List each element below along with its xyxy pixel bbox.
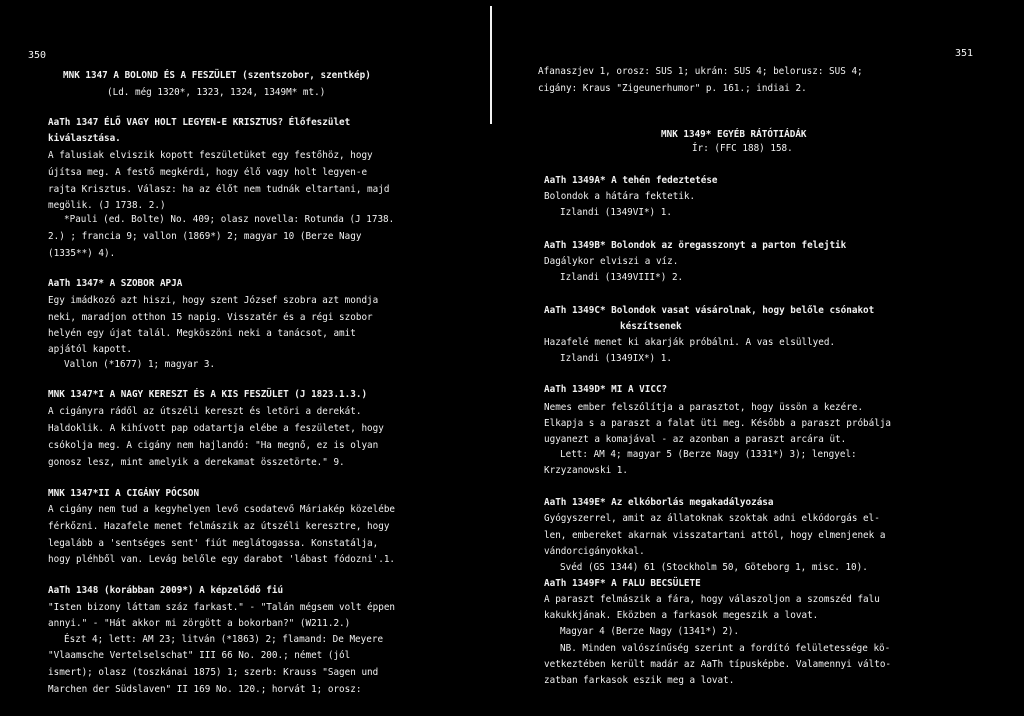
text-line: csókolja meg. A cigány nem hajlandó: "Ha megnő, ez is olyan <box>48 440 379 451</box>
text-line: Svéd (GS 1344) 61 (Stockholm 50, Göteborg 1, misc. 10). <box>560 562 868 573</box>
text-line: zatban farkasok eszik meg a lovat. <box>544 675 735 686</box>
text-line: ismert); olasz (toszkánai 1875) 1; szerb: Krauss "Sagen und <box>48 667 379 678</box>
section-heading: készítsenek <box>620 321 682 332</box>
text-line: "Isten bizony láttam száz farkast." - "Talán mégsem volt éppen <box>48 602 396 613</box>
text-line: Ír: (FFC 188) 158. <box>692 143 793 154</box>
section-heading: AaTh 1349F* A FALU BECSÜLETE <box>544 578 701 589</box>
section-heading: MNK 1347 A BOLOND ÉS A FESZÜLET (szentszobor, szentkép) <box>63 70 371 81</box>
text-line: neki, maradjon otthon 15 napig. Visszatér és a régi szobor <box>48 312 373 323</box>
text-line: vándorcigányokkal. <box>544 546 645 557</box>
text-line: rajta Krisztus. Válasz: ha az élőt nem tudnák eltartani, majd <box>48 184 390 195</box>
text-line: (Ld. még 1320*, 1323, 1324, 1349M* mt.) <box>107 87 326 98</box>
text-line: helyén egy újat talál. Megköszöni neki a tanácsot, amit <box>48 328 356 339</box>
text-line: ugyanezt a komajával - az azonban a paraszt arcára üt. <box>544 434 847 445</box>
text-line: Elkapja s a paraszt a falat üti meg. Később a paraszt próbálja <box>544 418 892 429</box>
text-line: hogy pléhből van. Levág belőle egy darabot 'lábast fódozni'.1. <box>48 554 396 565</box>
section-heading: AaTh 1349E* Az elkóborlás megakadályozása <box>544 497 774 508</box>
section-heading: MNK 1347*I A NAGY KERESZT ÉS A KIS FESZÜLET (J 1823.1.3.) <box>48 389 368 400</box>
text-line: Észt 4; lett: AM 23; litván (*1863) 2; flamand: De Meyere <box>64 634 384 645</box>
text-line: Hazafelé menet ki akarják próbálni. A vas elsüllyed. <box>544 337 836 348</box>
section-heading: AaTh 1349C* Bolondok vasat vásárolnak, hogy belőle csónakot <box>544 305 875 316</box>
text-line: legalább a 'sentséges sent' fiút meglátogassa. Konstatálja, <box>48 538 379 549</box>
text-line: újítsa meg. A festő megkérdi, hogy élő vagy holt legyen-e <box>48 167 368 178</box>
text-line: 2.) ; francia 9; vallon (1869*) 2; magyar 10 (Berze Nagy <box>48 231 362 242</box>
section-heading: AaTh 1349B* Bolondok az öregasszonyt a parton felejtik <box>544 240 847 251</box>
page-number: 350 <box>28 50 47 61</box>
text-line: Nemes ember felszólítja a parasztot, hogy üssön a kezére. <box>544 402 864 413</box>
text-line: Magyar 4 (Berze Nagy (1341*) 2). <box>560 626 740 637</box>
text-line: Bolondok a hátára fektetik. <box>544 191 696 202</box>
text-line: férkőzni. Hazafele menet felmászik az útszéli keresztre, hogy <box>48 521 390 532</box>
text-line: Haldoklik. A kihívott pap odatartja elébe a feszületet, hogy <box>48 423 384 434</box>
text-line: Krzyzanowski 1. <box>544 465 628 476</box>
text-line: A paraszt felmászik a fára, hogy válaszoljon a szomszéd falu <box>544 594 880 605</box>
text-line: (1335**) 4). <box>48 248 116 259</box>
text-line: A cigányra rádől az útszéli kereszt és letöri a derekát. <box>48 406 362 417</box>
text-line: Izlandi (1349IX*) 1. <box>560 353 672 364</box>
section-heading: MNK 1349* EGYÉB RÁTÓTIÁDÁK <box>661 129 807 140</box>
section-heading: MNK 1347*II A CIGÁNY PÓCSON <box>48 488 200 499</box>
section-heading: AaTh 1349A* A tehén fedeztetése <box>544 175 718 186</box>
text-line: len, embereket akarnak visszatartani attól, hogy elmenjenek a <box>544 530 886 541</box>
text-line: Afanaszjev 1, orosz: SUS 1; ukrán: SUS 4; belorusz: SUS 4; <box>538 66 863 77</box>
section-heading: AaTh 1347 ÉLŐ VAGY HOLT LEGYEN-E KRISZTUS? Élőfeszület <box>48 117 351 128</box>
text-line: Vallon (*1677) 1; magyar 3. <box>64 359 216 370</box>
text-line: Izlandi (1349VI*) 1. <box>560 207 672 218</box>
section-heading: AaTh 1347* A SZOBOR APJA <box>48 278 183 289</box>
text-line: A cigány nem tud a kegyhelyen levő csodatevő Máriakép közelébe <box>48 504 396 515</box>
right-page <box>496 0 1024 716</box>
text-line: kakukkjának. Eközben a farkasok megeszik a lovat. <box>544 610 819 621</box>
section-heading: AaTh 1349D* MI A VICC? <box>544 384 668 395</box>
text-line: vetkeztében került madár az AaTh típusképbe. Valamennyi válto- <box>544 659 892 670</box>
text-line: gonosz lesz, mint amelyik a derekamat összetörte." 9. <box>48 457 345 468</box>
text-line: apjától kapott. <box>48 344 132 355</box>
text-line: NB. Minden valószínűség szerint a fordító felületessége kö- <box>560 643 891 654</box>
text-line: megölik. (J 1738. 2.) <box>48 200 166 211</box>
section-heading: kiválasztása. <box>48 133 121 144</box>
text-line: Marchen der Südslaven" II 169 No. 120.; horvát 1; orosz: <box>48 684 362 695</box>
text-line: Egy imádkozó azt hiszi, hogy szent József szobra azt mondja <box>48 295 379 306</box>
text-line: *Pauli (ed. Bolte) No. 409; olasz novella: Rotunda (J 1738. <box>64 214 395 225</box>
text-line: Lett: AM 4; magyar 5 (Berze Nagy (1331*) 3); lengyel: <box>560 449 857 460</box>
text-line: cigány: Kraus "Zigeunerhumor" p. 161.; indiai 2. <box>538 83 807 94</box>
section-heading: AaTh 1348 (korábban 2009*) A képzelődő fiú <box>48 585 284 596</box>
text-line: "Vlaamsche Vertelselschat" III 66 No. 200.; német (jól <box>48 650 351 661</box>
left-page <box>0 0 492 716</box>
text-line: annyi." - "Hát akkor mi zörgött a bokorban?" (W211.2.) <box>48 618 351 629</box>
text-line: Dagálykor elviszi a víz. <box>544 256 679 267</box>
page-number: 351 <box>955 48 974 59</box>
text-line: Izlandi (1349VIII*) 2. <box>560 272 684 283</box>
text-line: A falusiak elviszik kopott feszületüket egy festőhöz, hogy <box>48 150 373 161</box>
text-line: Gyógyszerrel, amit az állatoknak szoktak adni elkódorgás el- <box>544 513 880 524</box>
